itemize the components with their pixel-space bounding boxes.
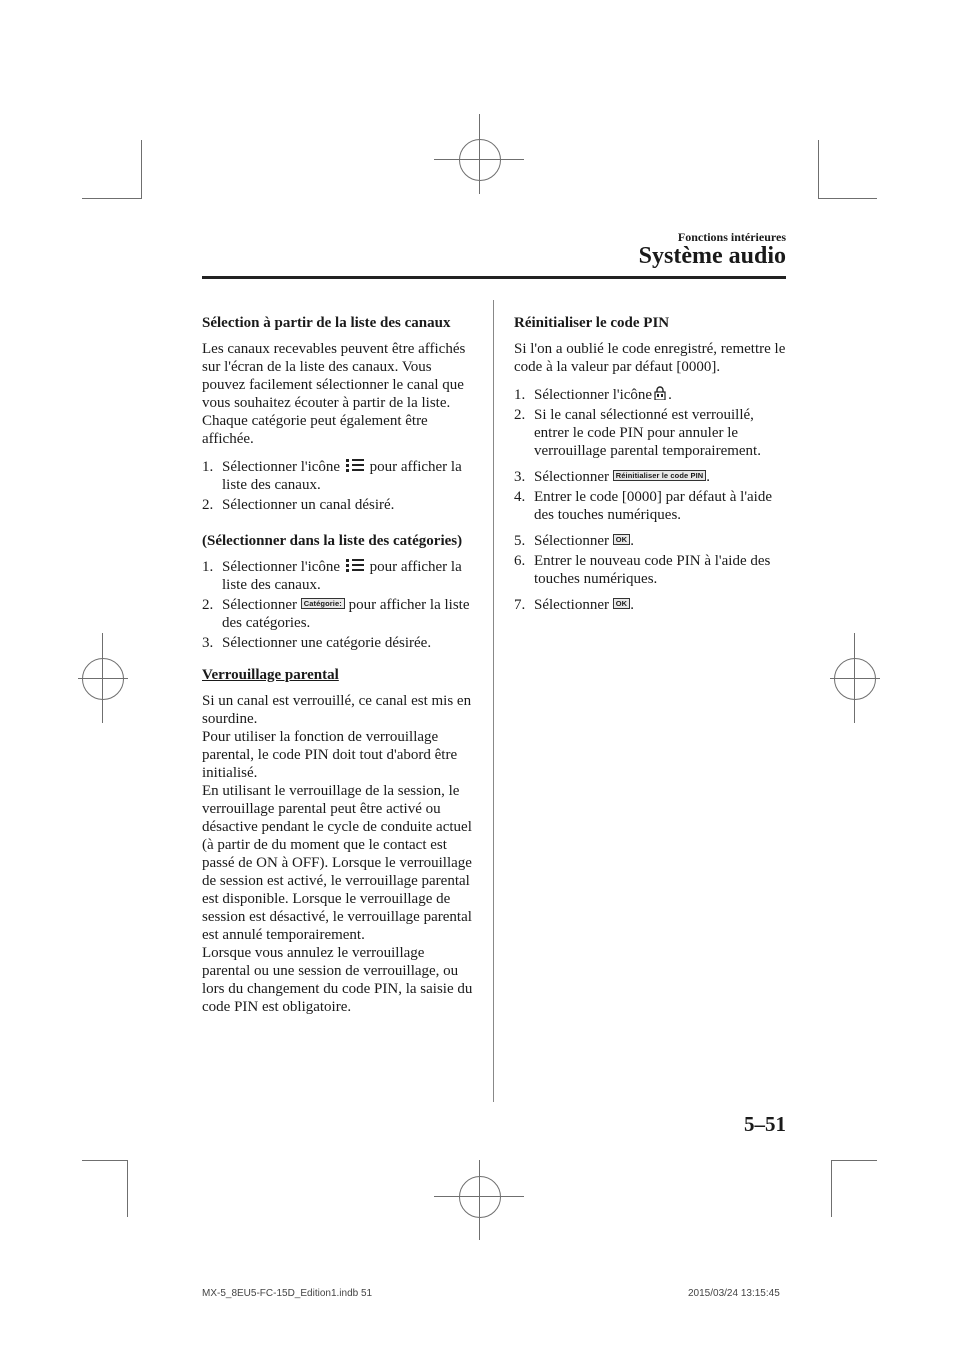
list-item: 1. Sélectionner l'icône pour afficher la liste des canaux. xyxy=(202,559,462,593)
list-item: 3. Sélectionner une catégorie désirée. xyxy=(202,635,432,651)
ok-button-graphic: OK xyxy=(613,598,630,609)
column-divider xyxy=(493,300,494,1102)
list-item: 2. Sélectionner Catégorie: pour afficher la liste des catégories. xyxy=(202,597,470,631)
paragraph: Pour utiliser la fonction de verrouillage parental, le code PIN doit tout d'abord être initialisé. xyxy=(202,729,458,781)
list-item: 7. Sélectionner OK . xyxy=(514,597,634,613)
lock-icon xyxy=(654,386,666,400)
page-number: 5–51 xyxy=(744,1112,786,1136)
list-icon xyxy=(346,458,364,472)
heading-reset-pin: Réinitialiser le code PIN xyxy=(514,315,670,331)
section-title: Fonctions intérieures xyxy=(677,230,786,244)
paragraph: Les canaux recevables peuvent être affichés sur l'écran de la liste des canaux. Vous pouvez facilement sélectionner le canal que vous souhaitez écouter à partir de la liste. Chaque catégorie peut également être affichée. xyxy=(202,341,466,447)
list-item: 5. Sélectionner OK . xyxy=(514,533,634,549)
list-item: 2. Si le canal sélectionné est verrouillé, entrer le code PIN pour annuler le verrouillage parental temporairement. xyxy=(514,407,761,459)
ok-button-graphic: OK xyxy=(613,534,630,545)
list-item: 2. Sélectionner un canal désiré. xyxy=(202,497,395,513)
heading-channel-list: Sélection à partir de la liste des canaux xyxy=(202,315,451,331)
paragraph: En utilisant le verrouillage de la session, le verrouillage parental peut être activé ou désactive pendant le cycle de conduite actuel (à partir de du moment que le contact est passé de ON à OFF). Lorsque le verrouillage de session est activé, le verrouillage parental est disponible. Lorsque le verrouillage de session est désactivé, le verrouillage parental est annulé temporairement. xyxy=(202,783,472,943)
list-icon xyxy=(346,558,364,572)
left-column xyxy=(202,314,474,1016)
footer-file: MX-5_8EU5-FC-15D_Edition1.indb 51 xyxy=(202,1288,373,1299)
paragraph: Si un canal est verrouillé, ce canal est mis en sourdine. xyxy=(202,693,472,727)
steps-list xyxy=(202,558,474,652)
paragraph: Si l'on a oublié le code enregistré, remettre le code à la valeur par défaut [0000]. xyxy=(514,341,786,375)
list-item: 1. Sélectionner l'icône . xyxy=(514,387,672,403)
chapter-title: Système audio xyxy=(638,243,786,269)
paragraph: Lorsque vous annulez le verrouillage parental ou une session de verrouillage, ou lors du changement du code PIN, la saisie du code PIN est obligatoire. xyxy=(202,945,473,1015)
reset-pin-button-graphic: Réinitialiser le code PIN xyxy=(613,470,707,481)
heading-parental-lock: Verrouillage parental xyxy=(202,667,339,683)
header-rule xyxy=(202,276,786,279)
steps-list xyxy=(514,386,788,614)
list-item: 3. Sélectionner Réinitialiser le code PIN . xyxy=(514,469,711,485)
list-item: 1. Sélectionner l'icône pour afficher la liste des canaux. xyxy=(202,459,462,493)
list-item: 4. Entrer le code [0000] par défaut à l'aide des touches numériques. xyxy=(514,489,773,523)
list-item: 6. Entrer le nouveau code PIN à l'aide des touches numériques. xyxy=(514,553,771,587)
footer-timestamp: 2015/03/24 13:15:45 xyxy=(688,1288,780,1299)
heading-category-list: (Sélectionner dans la liste des catégories) xyxy=(202,533,463,549)
steps-list xyxy=(202,458,474,514)
right-column xyxy=(514,314,788,624)
category-button-graphic: Catégorie: xyxy=(301,598,345,609)
